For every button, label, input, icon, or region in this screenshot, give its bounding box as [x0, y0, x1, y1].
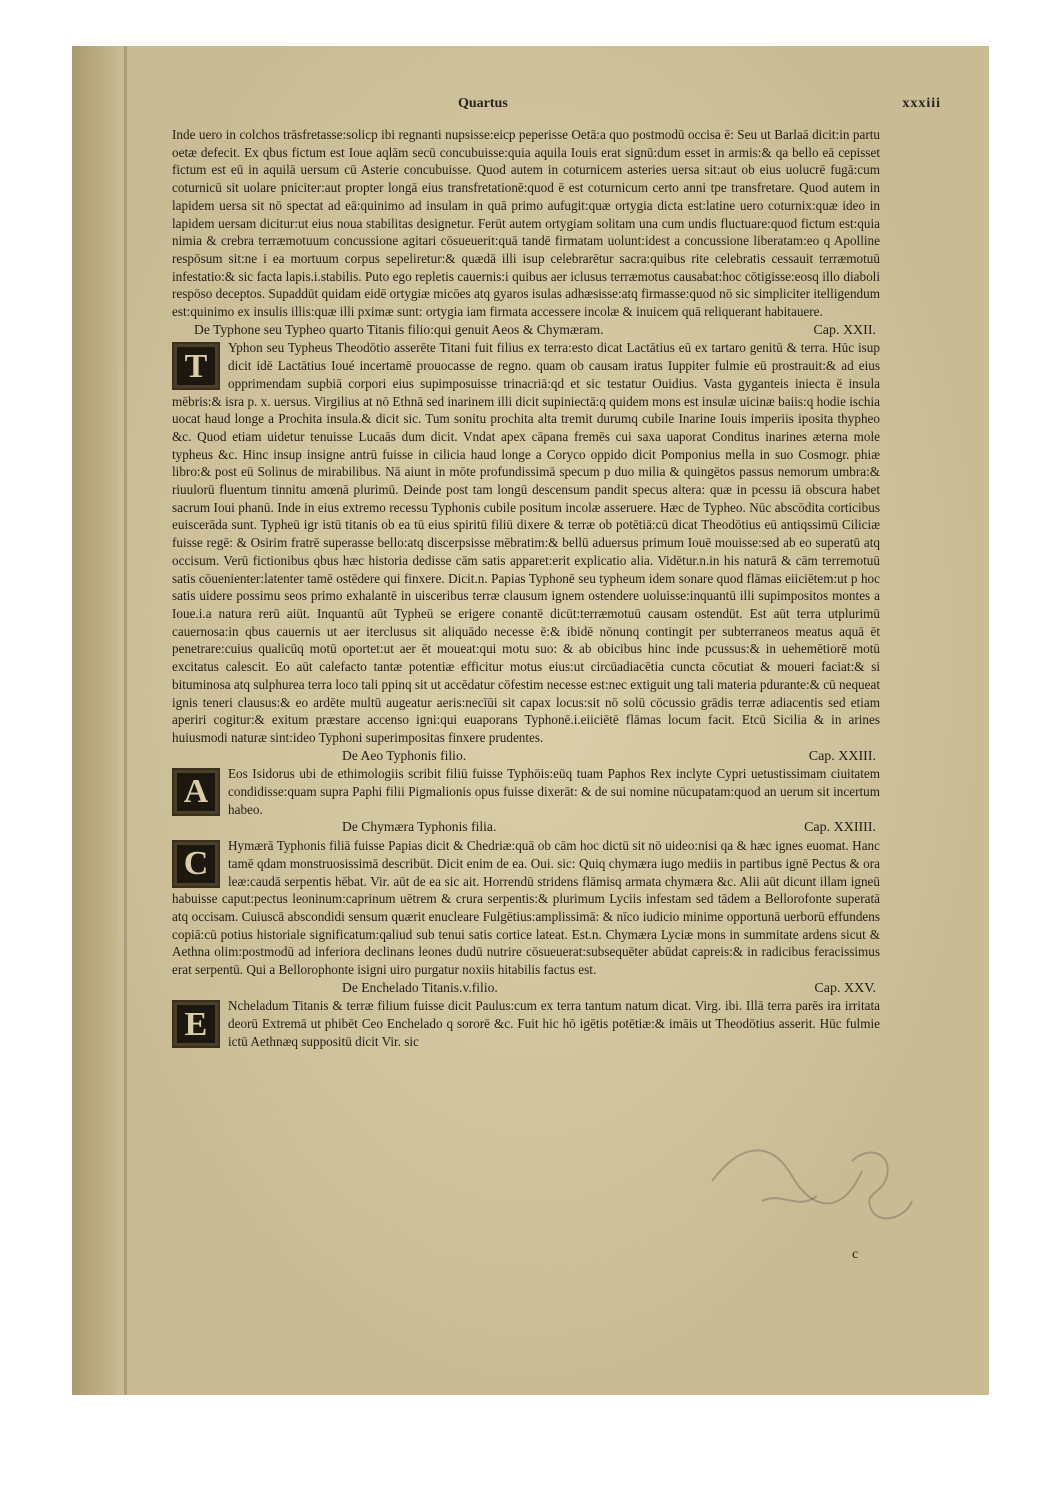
- paragraph-asteria: Inde uero in colchos trāsfretasse:solicp ibi regnanti nupsisse:eicp peperisse Oetā:a quo postmodū occisa ē: Seu ut Barlaā dicit:in partu oetæ defecit. Ex qbus fictum est Ioue aqlām secū concubuisse:quia aquila Iouis erat signū:dum esset in armis:& qa bello eā cepisset fictum est eū in aquilā uersum cū Asterie concubuisse. Quod autem in coturnicem asteries uersa sit:aut ob eius uolucrē fugā:cum coturnicū sit uolare pniciter:aut propter longā eius transfretationē:quod ē est coturnicum certo anni tpe transfretare. Quod autem in lapidem uersa sit nō spectat ad eā:quinimo ad insulam in quā primo aufugit:quæ ortygia dicta est:latine uero coturnix:quæ ideo in lapidem uersam dicitur:ut eius noua stabilitas designetur. Ferūt autem ortygiam solitam una cum undis fluctuare:quod fictum est:quia nimia & crebra terræmotuum concussione agitari cōsueuerit:quā tandē firmatam uolunt:idest a concussione liberatam:eo q Apolline respōsum sit:ne i ea mortuum corpus sepeliretur:& quædā illi isup celebrarētur sacra:quibus rite celebratis cessauit terræmotuū infestatio:& sic facta lapis.i.stabilis. Puto ego repletis cauernis:i quibus aer iclusus terræmotus causabat:hoc cōtigisse:eosq illo diaboli respōso deceptos. Supaddūt quidam eidē ortygiæ micōes atq gyaros isulas adhæsisse:atq firmasse:quod nō sic simpliciter itelligendum est:quinimo ex insulis illis:quæ illi pximæ sunt: ortygia iam firmata accessere incolæ & inuicem quā reliquerant habitauere.: [172, 127, 880, 320]
- stamp-icon: [702, 1121, 922, 1231]
- paragraph-text: Ncheladum Titanis & terræ filium fuisse dicit Paulus:cum ex terra tantum natum dicat. Virg. ibi. Illā terra parēs ira irritata deorū Extremā ut phibēt Ceo Enchelado q sororē &c. Fuit hic hō igētis potētiæ:& imāis ut Theodōtius asserit. Hūc fulmie ictū Aethnæq suppositū dicit Vir. sic: [228, 998, 880, 1049]
- initial-letter-icon: E: [172, 1000, 220, 1048]
- paragraph-aeos: [172, 765, 880, 818]
- chapter-number: Cap. XXIIII.: [804, 820, 876, 836]
- running-title: Quartus: [458, 96, 508, 111]
- binding-gutter: [72, 46, 118, 1395]
- signature-mark: c: [852, 1247, 859, 1262]
- paragraph-typhon: [172, 339, 880, 746]
- chapter-heading-aeos: [172, 747, 880, 766]
- paragraph-text: Hymærā Typhonis filiā fuisse Papias dicit & Chedriæ:quā ob cām hoc dictū sit nō uideo:nisi qa & hæc ignes euomat. Hanc tamē qdam monstruosissimā describūt. Dicit enim de ea. Oui. sic: Quiq chymæra iugo mediis in partibus ignē Pectus & ora leæ:caudā serpentis hēbat. Vir. aūt de ea sic ait. Horrendū stridens flāmisq armata chymæra &c. Alii aūt dicunt illam igneū habuisse caput:pectus leoninum:caprinum uētrem & crura serpentis:& plurimum Lyciis infestam sed tādem a Bellorofonte superatā atq occisam. Cuiuscā abscondidi sensum quærit enucleare Fulgētius:amplissimā: & nīco iudicio minime opportunā uerborū effundens copiā:cū potius historiale significatum:qaliud sub tenui satis cortice lateat. Est.n. Chymæra Lyciæ mons in summitate ardens sicut & Aethna olim:postmodū ad inferiora declinans leones dudū nutrire cōsueuerat:subsequēter abūdat capreis:& in radicibus feracissimus erat serpentū. Qui a Bellorophonte isigni uiro purgatur noxiis hitabilis factus est.: [172, 838, 880, 978]
- paragraph-text: Eos Isidorus ubi de ethimologiis scribit filiū fuisse Typhōis:eūq tuam Paphos Rex inclyte Cypri uetustissimam ciuitatem condidisse:quam supra Paphi filii Pigmalionis opus fuisse dixerāt: & de sui nomine nūcupatam:quod an uerum sit incertum habeo.: [228, 766, 880, 817]
- chapter-title: De Enchelado Titanis.v.filio.: [342, 979, 498, 995]
- chapter-number: Cap. XXII.: [813, 322, 876, 338]
- initial-letter-icon: T: [172, 342, 220, 390]
- chapter-heading-chymaera: [172, 818, 880, 837]
- paragraph-enchelado: [172, 997, 880, 1050]
- chapter-number: Cap. XXIII.: [808, 748, 876, 764]
- chapter-title: De Typhone seu Typheo quarto Titanis filio:qui genuit Aeos & Chymæram.: [194, 321, 604, 337]
- folio-number: xxxiii: [902, 96, 941, 111]
- chapter-heading-typhon: [172, 321, 880, 340]
- initial-letter-icon: A: [172, 768, 220, 816]
- chapter-title: De Aeo Typhonis filio.: [342, 747, 467, 763]
- chapter-number: Cap. XXV.: [814, 980, 876, 996]
- paragraph-chymaera: [172, 837, 880, 979]
- scanned-page: [72, 46, 989, 1395]
- chapter-heading-enchelado: [172, 979, 880, 998]
- leaf-edge: [124, 46, 127, 1395]
- chapter-title: De Chymæra Typhonis filia.: [342, 819, 497, 835]
- running-head: [72, 96, 989, 116]
- text-block: [172, 126, 880, 1051]
- initial-letter-icon: C: [172, 840, 220, 888]
- paragraph-text: Yphon seu Typheus Theodōtio asserēte Titani fuit filius ex terra:esto dicat Lactātius eū ex tartaro genitū & terra. Hūc isup dicit idē Lactātius Ioué incertamē prouocasse de regno. quam ob causam iratus Iuppiter fulmie eū prostrauit:& ad eius opprimendam supbiā corpori eius supimposuisse trinacriā:qd et sic testatur Ouidius. Vasta gyganteis iniecta ē insula mēbris:& isra p. x. uersus. Virgilius at nō Ethnā sed inarinem illi dicit supiniectā:q quidem mons est insulæ uicinæ baiis:q hodie ischia uocat haud longe a Prochita insula.& dicit sic. Tum sonitu prochita alta tremit durumq cubile Inarine Iouis imperiis iposita thypheo &c. Quod etiam uidetur tenuisse Lucaās dum dicit. Vndat apex cāpana fremēs cui saxa uaporat Conditus inarines æterna mole typheus &c. Hinc insup insigne antrū fuisse in cilicia haud longe a Coryco oppido dicit Pomponius mella in suo Cosmogr. phiæ libro:& post eū Solinus de mirabilibus. Nā aiunt in mōte profundissimā specum p duo milia & quingētos passus nemorum umbra:& riuulorū fluentum tinnitu amœnā plurimū. Deinde post tam longū descensum pandit specus altera: quæ in pcessu iā obscura habet sacrum Ioui phanū. Inde in eius extremo recessu Typhonis cubile positum incolæ asseruere. Hæc de Typheo. Nūc abscōdita corticibus euiscerāda sunt. Typheū igr istū titanis ob ea tū eius spiritū filiū dixere & terræ ob potētiā:cū dicat Theodōtius eū antiqssimū Ciliciæ fuisse regē: & Osirim fratrē superasse bello:atq discerpsisse mēbratim:& bellū aduersus primum Iouē mouisse:sed ab eo superatū atq occisum. Verū fictionibus qbus hæc historia dedisse cām satis apparet:erit explicatio alia. Vidētur.n.in his naturā & cām terremotuū satis cōuenienter:latenter tamē ostēdere qui finxere. Dicit.n. Papias Typhonē seu typheum idem sonare quod flāmas eiiciētem:ut p hoc satis uidere possimu seos primo exhalantē in uisceribus terræ clausum ignem ostendere uoluisse:inquantū illi supimpositos montes a Ioue.i.a natura rerū aiūt. Inquantū aūt Typheū se erigere conantē dicūt:terræmotuū causam ostendūt. Est aūt terra utplurimū cauernosa:in qbus cauernis ut aer iterclusus sit aliquādo necesse ē:& ibidē nōnunq contingit per subterraneos meatus aquā ēt penetrare:cuius qualicūq motū oportet:ut aer ēt moueat:qui motu suo: & ab obicibus hinc inde pcussus:& in uehemētiorē motū excitatus calescit. Eo aūt calefacto tantæ potentiæ efficitur motus eius:ut circūadiacētia cuncta cōcutiat & moueri faciat:& si bituminosa atq sulphurea terra loco tali ppinq sit ut accēdatur cōfestim necesse est:nec extiguit ung tali materia pdurante:& cū nequeat ignis teneri clausus:& eo ardēte multū augeatur aeris:necīūi sit capax locus:sit nō solū cōcussio grādis terræ adiacentis sed etiam aperiri cogitur:& exitum præstare accenso igni:qui euaporans Typhonē.i.eiiciētē flāmas locum facit. Etcū Sicilia & in arines huiusmodi naturæ sint:ideo Typhoni superimpositas finxere prudentes.: [172, 340, 880, 745]
